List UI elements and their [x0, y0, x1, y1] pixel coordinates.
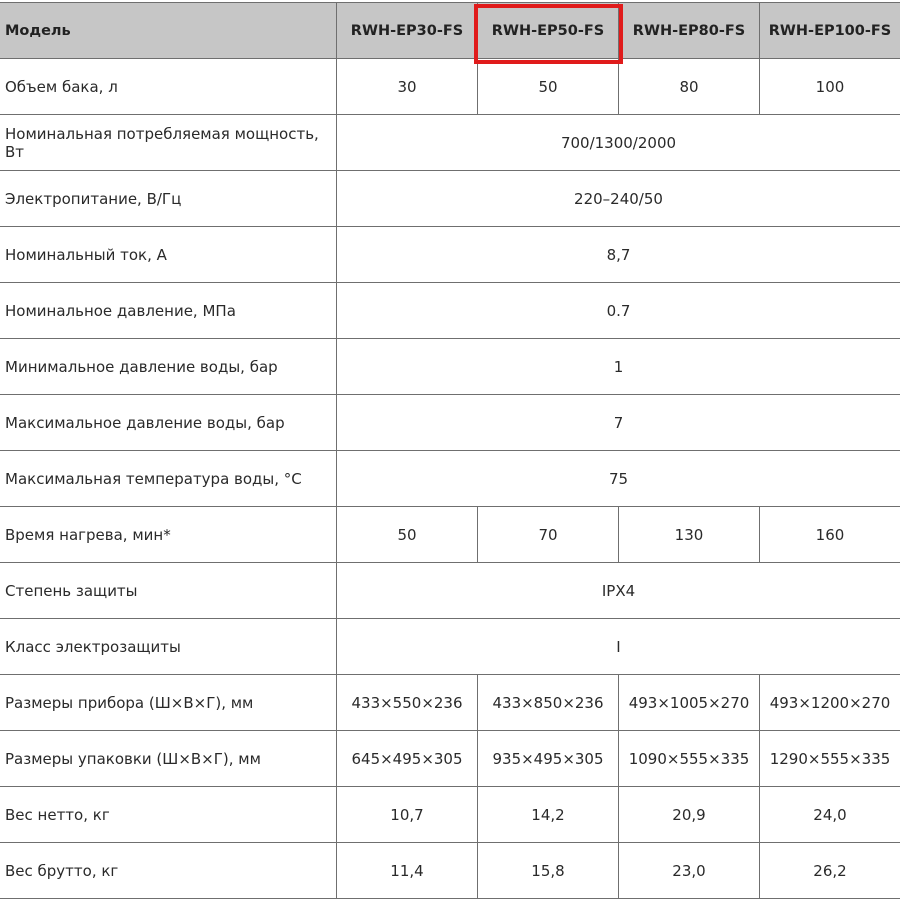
cell-value: 20,9: [619, 787, 760, 843]
row-label: Номинальный ток, А: [0, 227, 337, 283]
table-row-device-dimensions: [0, 675, 900, 731]
cell-value-merged: 7: [337, 395, 900, 451]
table-row-electric-protection-class: [0, 619, 900, 675]
header-row: [0, 3, 900, 59]
cell-value-merged: 220–240/50: [337, 171, 900, 227]
cell-value: 433×550×236: [337, 675, 478, 731]
row-label: Вес брутто, кг: [0, 843, 337, 899]
table-row-heating-time: [0, 507, 900, 563]
cell-value: 433×850×236: [478, 675, 619, 731]
cell-value: 11,4: [337, 843, 478, 899]
cell-value-merged: 1: [337, 339, 900, 395]
cell-value: 1090×555×335: [619, 731, 760, 787]
cell-value: 1290×555×335: [760, 731, 900, 787]
row-label: Размеры прибора (Ш×В×Г), мм: [0, 675, 337, 731]
cell-value: 30: [337, 59, 478, 115]
model-header-rwh-ep100-fs: RWH-EP100-FS: [760, 3, 900, 59]
cell-value: 493×1200×270: [760, 675, 900, 731]
row-label: Номинальная потребляемая мощность, Вт: [0, 115, 337, 171]
table-row-max-temperature: [0, 451, 900, 507]
cell-value: 23,0: [619, 843, 760, 899]
table-row-min-pressure: [0, 339, 900, 395]
row-label: Время нагрева, мин*: [0, 507, 337, 563]
spec-table: [0, 2, 900, 899]
cell-value-merged: IPX4: [337, 563, 900, 619]
table-row-tank-volume: [0, 59, 900, 115]
table-row-net-weight: [0, 787, 900, 843]
cell-value: 80: [619, 59, 760, 115]
cell-value: 645×495×305: [337, 731, 478, 787]
row-label: Объем бака, л: [0, 59, 337, 115]
row-label: Номинальное давление, МПа: [0, 283, 337, 339]
row-label: Максимальная температура воды, °С: [0, 451, 337, 507]
model-header-rwh-ep50-fs: RWH-EP50-FS: [478, 3, 619, 59]
cell-value: 935×495×305: [478, 731, 619, 787]
cell-value: 24,0: [760, 787, 900, 843]
row-label: Размеры упаковки (Ш×В×Г), мм: [0, 731, 337, 787]
cell-value: 160: [760, 507, 900, 563]
cell-value-merged: 700/1300/2000: [337, 115, 900, 171]
row-label: Минимальное давление воды, бар: [0, 339, 337, 395]
cell-value: 50: [337, 507, 478, 563]
cell-value: 100: [760, 59, 900, 115]
cell-value: 493×1005×270: [619, 675, 760, 731]
cell-value: 14,2: [478, 787, 619, 843]
cell-value: 10,7: [337, 787, 478, 843]
row-label: Степень защиты: [0, 563, 337, 619]
cell-value: 130: [619, 507, 760, 563]
table-row-protection-degree: [0, 563, 900, 619]
cell-value: 26,2: [760, 843, 900, 899]
table-row-gross-weight: [0, 843, 900, 899]
table-row-max-pressure: [0, 395, 900, 451]
row-label: Класс электрозащиты: [0, 619, 337, 675]
cell-value: 15,8: [478, 843, 619, 899]
row-label: Вес нетто, кг: [0, 787, 337, 843]
row-label: Электропитание, В/Гц: [0, 171, 337, 227]
table-row-package-dimensions: [0, 731, 900, 787]
model-header-rwh-ep30-fs: RWH-EP30-FS: [337, 3, 478, 59]
cell-value-merged: I: [337, 619, 900, 675]
cell-value: 70: [478, 507, 619, 563]
cell-value-merged: 8,7: [337, 227, 900, 283]
model-header-rwh-ep80-fs: RWH-EP80-FS: [619, 3, 760, 59]
cell-value: 50: [478, 59, 619, 115]
cell-value-merged: 0.7: [337, 283, 900, 339]
table-row-current: [0, 227, 900, 283]
row-label: Максимальное давление воды, бар: [0, 395, 337, 451]
table-row-power-supply: [0, 171, 900, 227]
model-label-header: Модель: [0, 3, 337, 59]
table-row-power: [0, 115, 900, 171]
table-row-nominal-pressure: [0, 283, 900, 339]
cell-value-merged: 75: [337, 451, 900, 507]
